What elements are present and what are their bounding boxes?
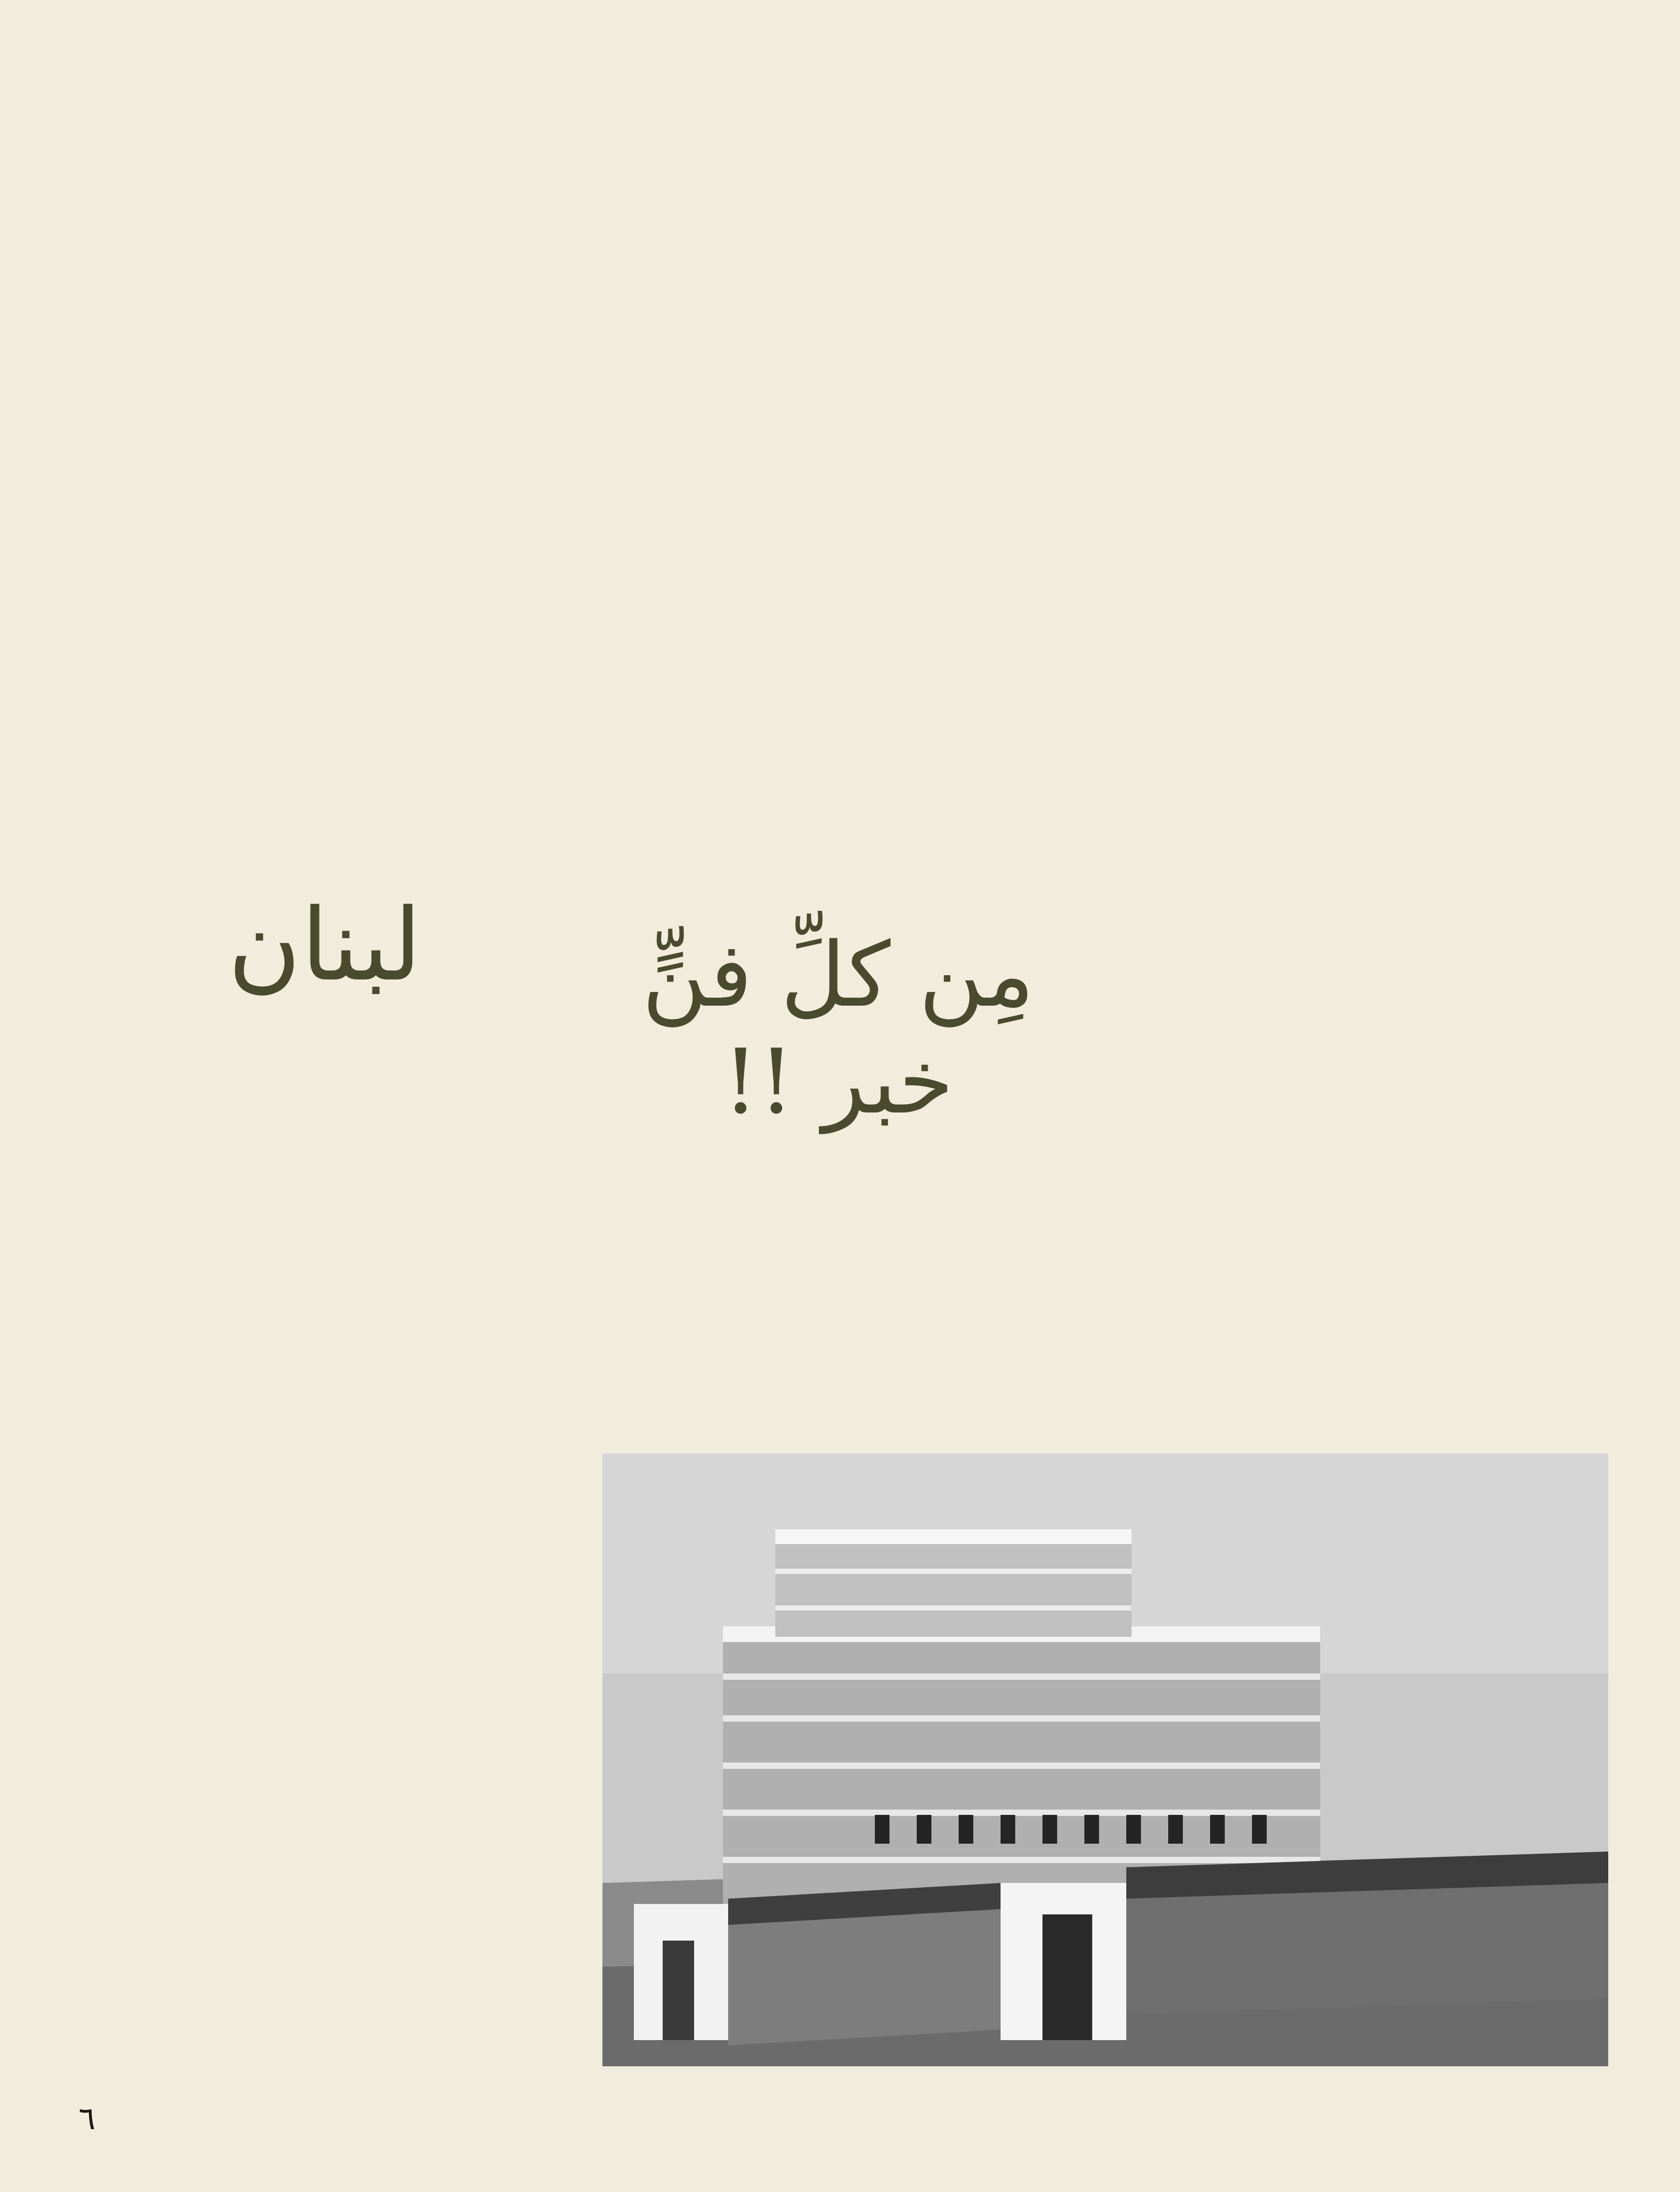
page-number: ٦ xyxy=(79,2100,96,2137)
article-column-left-bottom xyxy=(73,995,571,2095)
article-column-middle-bottom xyxy=(597,1042,1095,1440)
section-heading-lebanon: لبنان xyxy=(228,887,422,1003)
section-heading-news: مِن كلِّ فنٍّ خبر !! xyxy=(642,923,1035,1134)
building-photo xyxy=(602,1453,1608,2066)
article-column-right xyxy=(1121,63,1619,1404)
article-column-middle xyxy=(597,63,1095,911)
article-column-left-top xyxy=(73,63,571,864)
